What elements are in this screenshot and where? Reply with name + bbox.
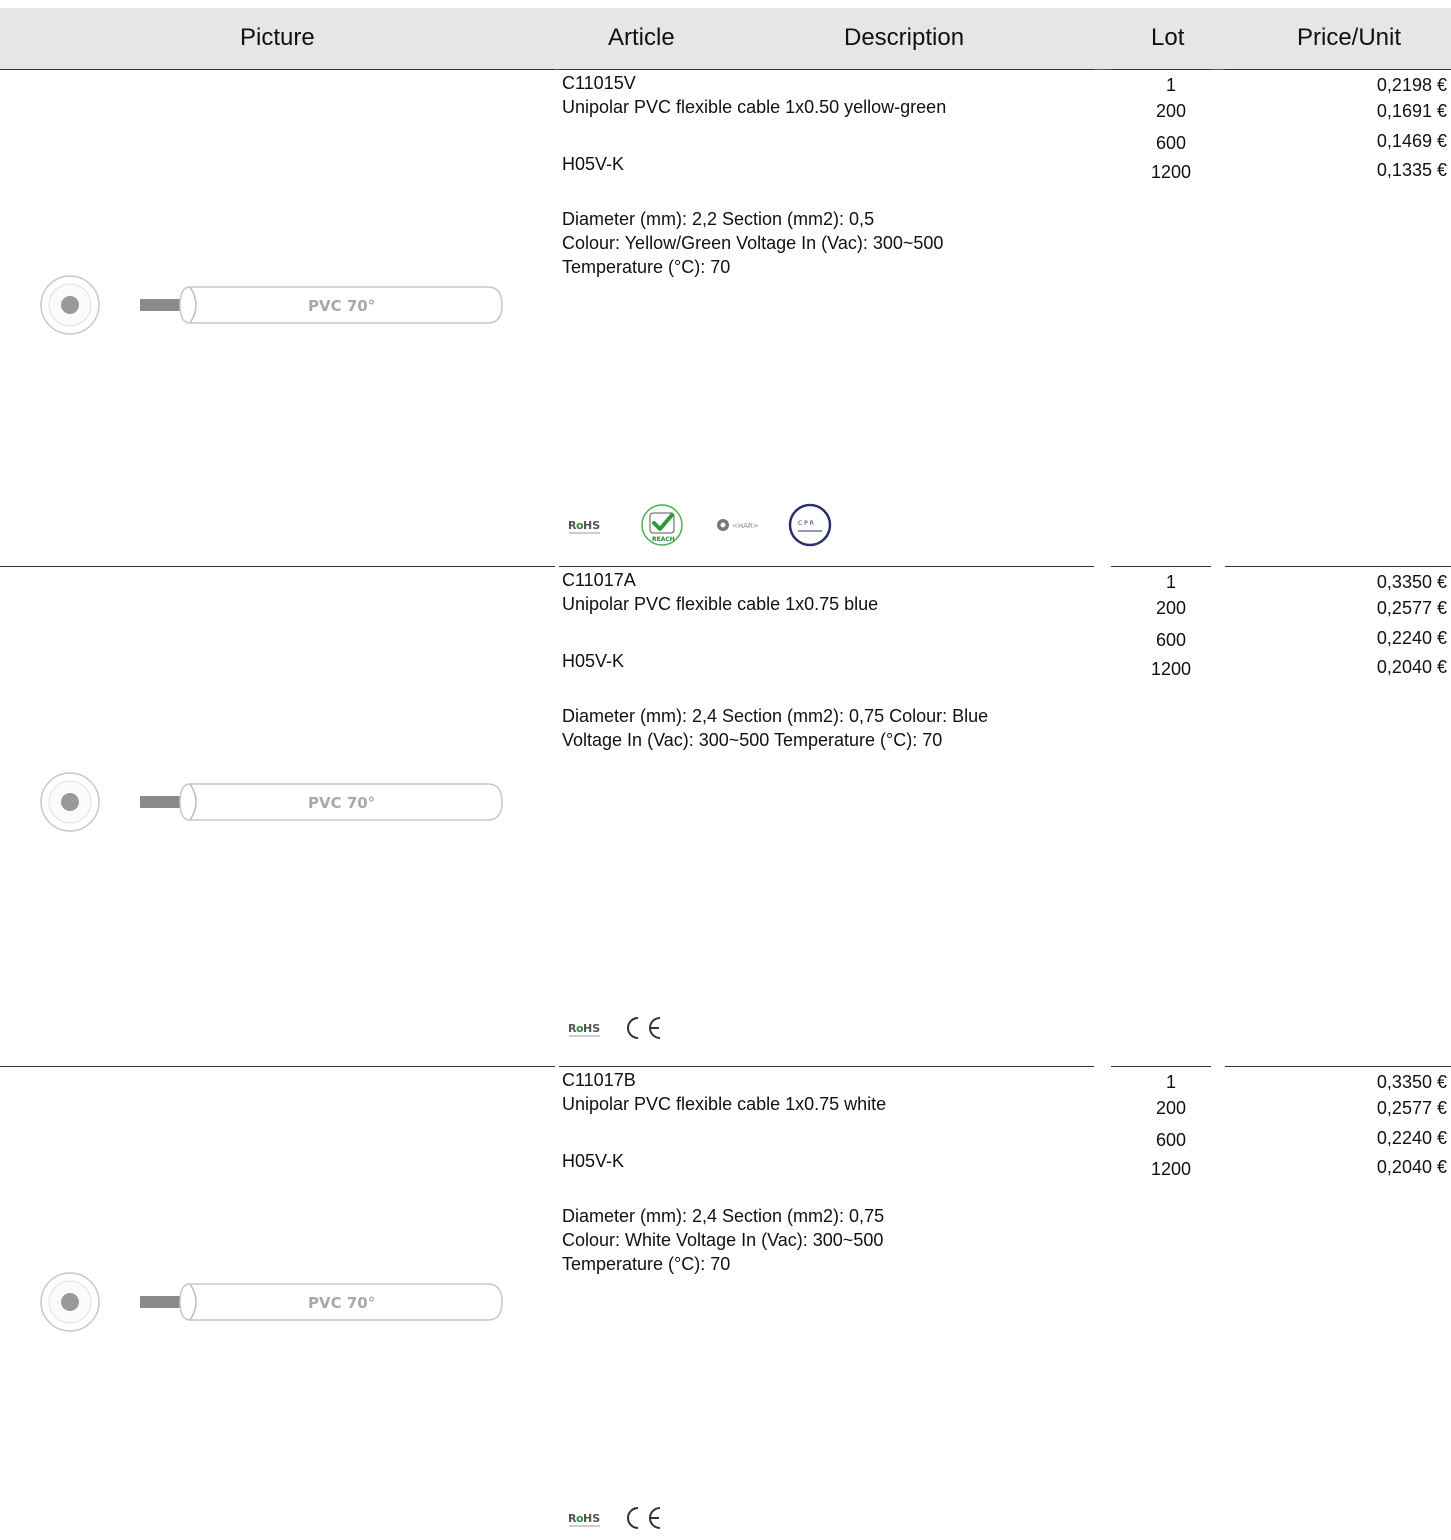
unit-price: 0,2198 € bbox=[1376, 75, 1447, 95]
lot-qty: 200 bbox=[1155, 101, 1187, 121]
article-specs: Diameter (mm): 2,4 Section (mm2): 0,75 Colour: White Voltage In (Vac): 300~500 Temperature (°C): 70 bbox=[562, 1206, 885, 1274]
article-specs: Diameter (mm): 2,2 Section (mm2): 0,5 Colour: Yellow/Green Voltage In (Vac): 300~500 Temperature (°C): 70 bbox=[562, 209, 944, 277]
row-divider bbox=[1225, 69, 1451, 70]
cable-label: PVC 70° bbox=[308, 1294, 376, 1312]
article-norm: H05V-K bbox=[562, 651, 625, 671]
svg-text:C P R: C P R bbox=[798, 520, 814, 527]
article-code: C11017A bbox=[562, 570, 636, 590]
lot-qty: 200 bbox=[1155, 598, 1187, 618]
unit-price: 0,1691 € bbox=[1376, 101, 1447, 121]
row-divider bbox=[1225, 1066, 1451, 1067]
svg-text:HS: HS bbox=[583, 1022, 601, 1035]
ce-mark bbox=[628, 1018, 660, 1038]
rohs-logo bbox=[568, 1022, 600, 1036]
unit-price: 0,2240 € bbox=[1376, 1128, 1447, 1148]
certification-logos bbox=[566, 1006, 706, 1050]
lot-qty: 600 bbox=[1155, 1130, 1187, 1150]
unit-price: 0,3350 € bbox=[1376, 1072, 1447, 1092]
rohs-logo bbox=[568, 1512, 600, 1526]
lot-qty: 600 bbox=[1155, 133, 1187, 153]
lot-qty: 200 bbox=[1155, 1098, 1187, 1118]
header-price-unit: Price/Unit bbox=[1297, 24, 1402, 51]
lot-qty: 600 bbox=[1155, 630, 1187, 650]
lot-qty: 1 bbox=[1165, 1072, 1176, 1092]
unit-price: 0,2577 € bbox=[1376, 1098, 1447, 1118]
article-norm: H05V-K bbox=[562, 154, 625, 174]
header-lot: Lot bbox=[1151, 24, 1185, 51]
row-divider bbox=[1111, 69, 1211, 70]
cable-image bbox=[40, 275, 510, 335]
unit-price: 0,1469 € bbox=[1376, 131, 1447, 151]
article-code: C11017B bbox=[562, 1070, 636, 1090]
cable-label: PVC 70° bbox=[308, 794, 376, 812]
ce-mark bbox=[628, 1508, 660, 1528]
unit-price: 0,2577 € bbox=[1376, 598, 1447, 618]
product-row bbox=[0, 566, 1451, 1066]
svg-text:o: o bbox=[576, 519, 584, 532]
product-row bbox=[0, 69, 1451, 566]
row-divider bbox=[559, 1066, 1094, 1067]
row-divider bbox=[0, 566, 555, 567]
row-divider bbox=[559, 566, 1094, 567]
header-picture: Picture bbox=[240, 24, 315, 51]
header-article: Article bbox=[608, 24, 675, 51]
row-divider bbox=[1111, 566, 1211, 567]
article-norm: H05V-K bbox=[562, 1151, 625, 1171]
svg-text:HS: HS bbox=[583, 1512, 601, 1525]
article-description: Unipolar PVC flexible cable 1x0.75 white bbox=[562, 1094, 887, 1114]
lot-qty: 1200 bbox=[1150, 162, 1192, 182]
unit-price: 0,2040 € bbox=[1376, 657, 1447, 677]
har-logo bbox=[717, 519, 759, 531]
cable-image bbox=[40, 772, 510, 832]
table-header bbox=[0, 8, 1451, 70]
svg-text:o: o bbox=[576, 1512, 584, 1525]
svg-text:REACH: REACH bbox=[652, 536, 675, 543]
svg-text:R: R bbox=[568, 519, 577, 532]
article-description: Unipolar PVC flexible cable 1x0.50 yellow-green bbox=[562, 97, 947, 117]
article-specs: Diameter (mm): 2,4 Section (mm2): 0,75 Colour: Blue Voltage In (Vac): 300~500 Temperature (°C): 70 bbox=[562, 706, 989, 750]
row-divider bbox=[1111, 1066, 1211, 1067]
svg-text:R: R bbox=[568, 1022, 577, 1035]
cable-label: PVC 70° bbox=[308, 297, 376, 315]
article-code: C11015V bbox=[562, 73, 636, 93]
rohs-logo bbox=[568, 519, 600, 533]
lot-qty: 1200 bbox=[1150, 1159, 1192, 1179]
row-divider bbox=[1225, 566, 1451, 567]
svg-text:o: o bbox=[576, 1022, 584, 1035]
svg-text:HS: HS bbox=[583, 519, 601, 532]
reach-logo bbox=[642, 505, 682, 545]
row-divider bbox=[559, 69, 1094, 70]
certification-logos bbox=[566, 1496, 706, 1540]
unit-price: 0,2040 € bbox=[1376, 1157, 1447, 1177]
lot-qty: 1 bbox=[1165, 75, 1176, 95]
lot-qty: 1200 bbox=[1150, 659, 1192, 679]
svg-text:<HAR>: <HAR> bbox=[732, 522, 759, 530]
unit-price: 0,1335 € bbox=[1376, 160, 1447, 180]
lot-qty: 1 bbox=[1165, 572, 1176, 592]
unit-price: 0,3350 € bbox=[1376, 572, 1447, 592]
cable-image bbox=[40, 1272, 510, 1332]
row-divider bbox=[0, 69, 555, 70]
certification-logos bbox=[566, 503, 856, 547]
unit-price: 0,2240 € bbox=[1376, 628, 1447, 648]
row-divider bbox=[0, 1066, 555, 1067]
cpr-logo bbox=[790, 505, 830, 545]
header-description: Description bbox=[844, 24, 965, 51]
product-row bbox=[0, 1066, 1451, 1538]
article-description: Unipolar PVC flexible cable 1x0.75 blue bbox=[562, 594, 879, 614]
svg-text:R: R bbox=[568, 1512, 577, 1525]
